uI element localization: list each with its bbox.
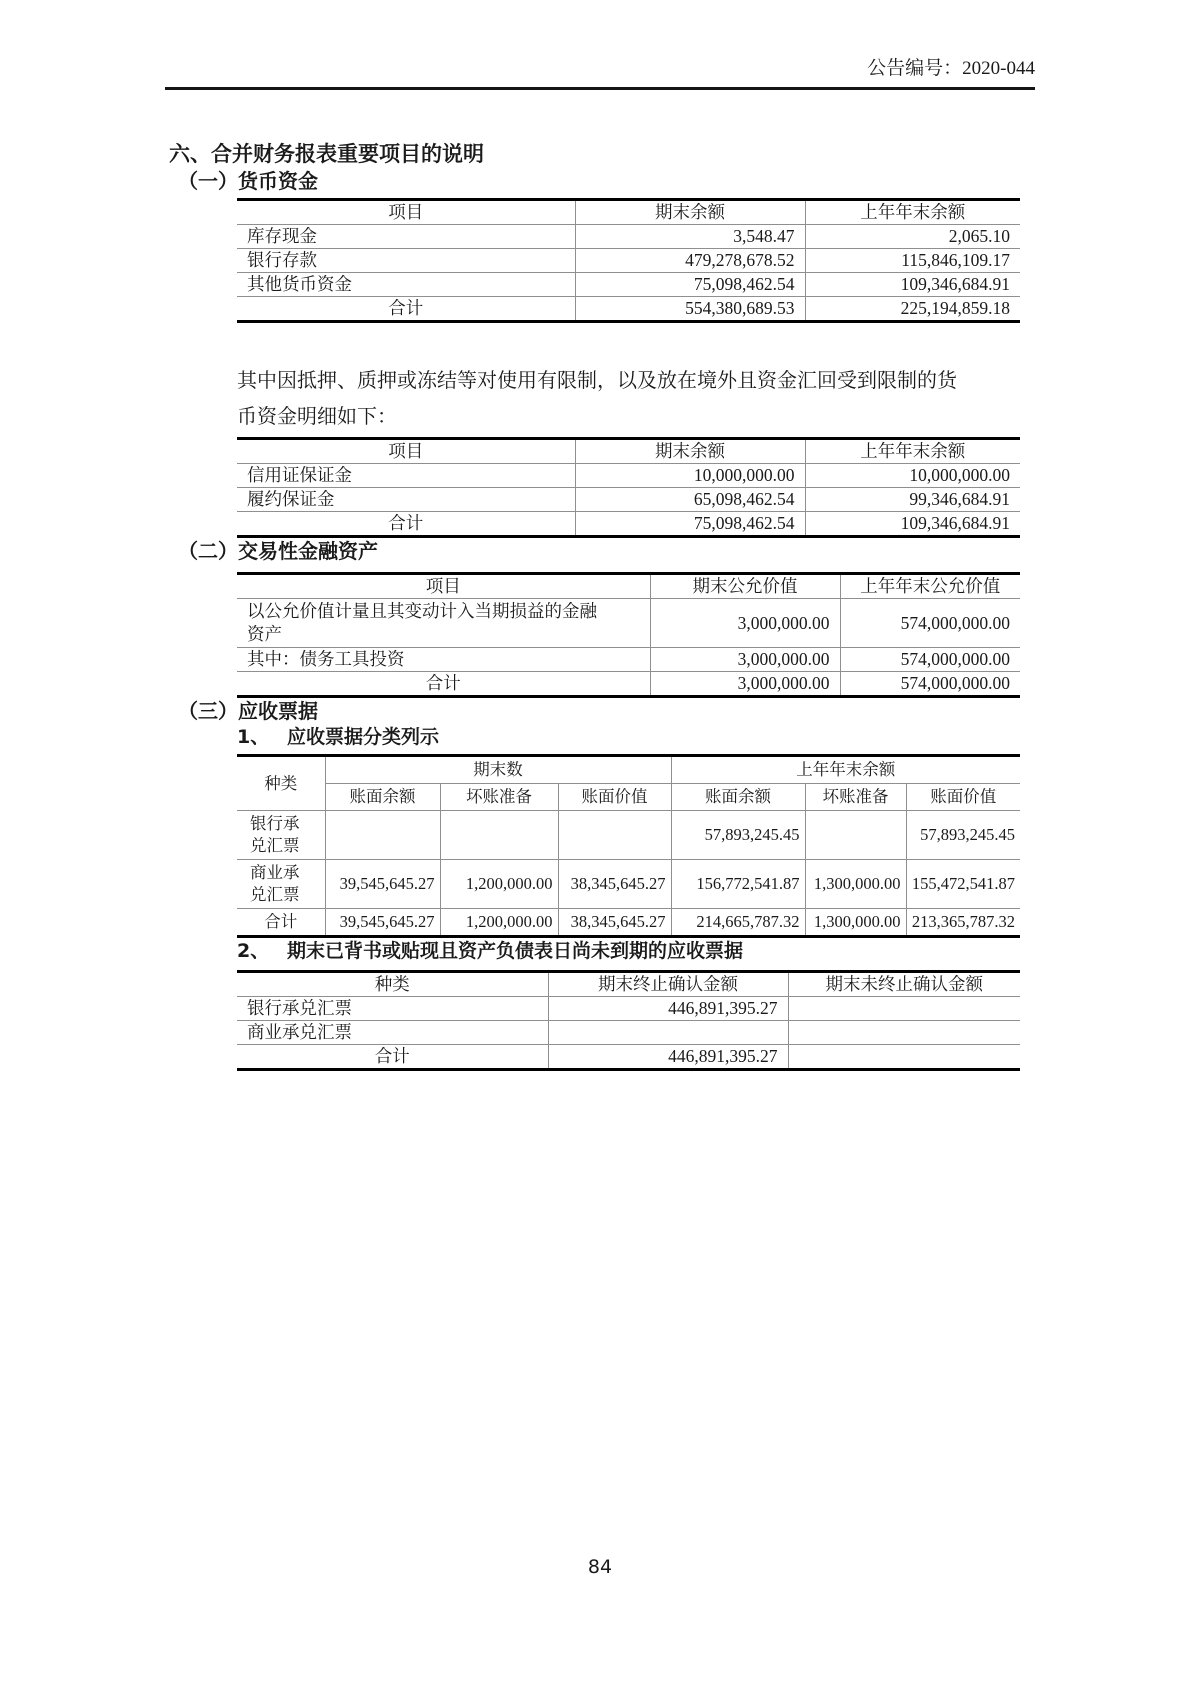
table-cell — [805, 811, 906, 860]
table-cell: 109,346,684.91 — [805, 512, 1020, 537]
table-header-cell: 期末公允价值 — [650, 574, 840, 599]
table-row — [237, 997, 1020, 1021]
table-cell: 10,000,000.00 — [805, 464, 1020, 488]
table-cell: 其他货币资金 — [237, 273, 575, 297]
table-cell: 213,365,787.32 — [906, 909, 1020, 937]
table-cell: 3,000,000.00 — [650, 599, 840, 648]
table-cell: 2,065.10 — [805, 225, 1020, 249]
table-cell: 履约保证金 — [237, 488, 575, 512]
table-header-cell: 期末终止确认金额 — [548, 972, 788, 997]
announcement-number: 公告编号：2020-044 — [867, 58, 1035, 79]
section-title: 六、合并财务报表重要项目的说明 — [169, 142, 484, 166]
table-header-row — [237, 972, 1020, 997]
table-cell — [440, 811, 558, 860]
table-cell: 38,345,645.27 — [558, 909, 671, 937]
table-cell — [548, 1021, 788, 1045]
table-total-row — [237, 512, 1020, 537]
table-cell: 以公允价值计量且其变动计入当期损益的金融资产 — [237, 599, 650, 648]
heading-number: 2、 — [237, 940, 270, 962]
table-cell: 合计 — [237, 512, 575, 537]
table-header-cell: 种类 — [237, 972, 548, 997]
table-row — [237, 464, 1020, 488]
table-header-cell: 账面价值 — [558, 784, 671, 811]
table-cell: 38,345,645.27 — [558, 860, 671, 909]
table-cell — [788, 1045, 1020, 1070]
table-cell: 225,194,859.18 — [805, 297, 1020, 322]
restricted-funds-table — [237, 437, 1020, 538]
heading-text: 应收票据分类列示 — [287, 726, 440, 748]
table-header-cell: 上年年末余额 — [805, 439, 1020, 464]
table-body — [237, 811, 1020, 937]
table-header-cell: 上年年末公允价值 — [840, 574, 1020, 599]
table-cell: 1,200,000.00 — [440, 860, 558, 909]
table-header-cell: 期末未终止确认金额 — [788, 972, 1020, 997]
table-cell: 1,200,000.00 — [440, 909, 558, 937]
table-body — [237, 997, 1020, 1070]
table-header-cell: 项目 — [237, 439, 575, 464]
table-cell: 1,300,000.00 — [805, 909, 906, 937]
table-cell: 合计 — [237, 909, 325, 937]
table-cell — [325, 811, 440, 860]
notes-classification-table — [237, 754, 1020, 938]
monetary-funds-table — [237, 198, 1020, 323]
table-header-cell: 账面余额 — [671, 784, 805, 811]
table-body — [237, 464, 1020, 537]
table-cell: 57,893,245.45 — [671, 811, 805, 860]
table-cell: 155,472,541.87 — [906, 860, 1020, 909]
table-header-cell: 种类 — [237, 756, 325, 811]
trading-assets-table — [237, 572, 1020, 698]
endorsed-notes-table — [237, 970, 1020, 1071]
table-row — [237, 648, 1020, 672]
heading-notes-receivable: （三）应收票据 — [178, 699, 318, 723]
table-cell: 3,000,000.00 — [650, 648, 840, 672]
table-head — [237, 439, 1020, 464]
table-cell: 574,000,000.00 — [840, 599, 1020, 648]
table-header-cell: 账面价值 — [906, 784, 1020, 811]
table-cell: 57,893,245.45 — [906, 811, 1020, 860]
table-body — [237, 599, 1020, 697]
heading-endorsed-notes — [237, 938, 1035, 964]
table-cell: 3,548.47 — [575, 225, 805, 249]
table-total-row — [237, 909, 1020, 937]
table-cell: 446,891,395.27 — [548, 1045, 788, 1070]
table-cell: 574,000,000.00 — [840, 672, 1020, 697]
table-cell: 商业承兑汇票 — [237, 1021, 548, 1045]
heading-text: 期末已背书或贴现且资产负债表日尚未到期的应收票据 — [287, 940, 744, 962]
table-cell: 574,000,000.00 — [840, 648, 1020, 672]
table-cell: 10,000,000.00 — [575, 464, 805, 488]
table-header-cell: 期末余额 — [575, 439, 805, 464]
table-total-row — [237, 297, 1020, 322]
table-cell: 99,346,684.91 — [805, 488, 1020, 512]
table-cell: 115,846,109.17 — [805, 249, 1020, 273]
header-rule — [165, 87, 1035, 90]
table-row — [237, 860, 1020, 909]
table-head — [237, 972, 1020, 997]
table-row — [237, 488, 1020, 512]
table-cell: 39,545,645.27 — [325, 860, 440, 909]
table-head — [237, 574, 1020, 599]
table-cell: 银行承兑汇票 — [237, 997, 548, 1021]
heading-monetary-funds: （一）货币资金 — [178, 169, 318, 193]
table-cell: 合计 — [237, 672, 650, 697]
table-header-row — [237, 200, 1020, 225]
table-cell: 银行承兑汇票 — [237, 811, 325, 860]
table-header-cell: 账面余额 — [325, 784, 440, 811]
table-header-cell: 坏账准备 — [440, 784, 558, 811]
table-row — [237, 249, 1020, 273]
page-number: 84 — [587, 1556, 613, 1578]
table-head — [237, 756, 1020, 811]
table-cell: 合计 — [237, 1045, 548, 1070]
table-cell: 446,891,395.27 — [548, 997, 788, 1021]
note-line: 其中因抵押、质押或冻结等对使用有限制，以及放在境外且资金汇回受到限制的货 — [237, 370, 957, 392]
table-header-cell: 上年年末余额 — [805, 200, 1020, 225]
table-row — [237, 599, 1020, 648]
table-total-row — [237, 672, 1020, 697]
table-header-cell: 期末余额 — [575, 200, 805, 225]
table-header-group: 期末数 — [325, 756, 671, 784]
heading-number: 1、 — [237, 726, 270, 748]
table-row — [237, 1021, 1020, 1045]
table-cell: 554,380,689.53 — [575, 297, 805, 322]
table-cell: 1,300,000.00 — [805, 860, 906, 909]
table-cell: 信用证保证金 — [237, 464, 575, 488]
table-header-cell: 坏账准备 — [805, 784, 906, 811]
table-cell: 75,098,462.54 — [575, 512, 805, 537]
table-total-row — [237, 1045, 1020, 1070]
table-header-cell: 项目 — [237, 574, 650, 599]
table-cell: 库存现金 — [237, 225, 575, 249]
table-cell: 156,772,541.87 — [671, 860, 805, 909]
table-cell: 其中：债务工具投资 — [237, 648, 650, 672]
table-cell: 479,278,678.52 — [575, 249, 805, 273]
table-subheader-row — [237, 784, 1020, 811]
table-cell: 商业承兑汇票 — [237, 860, 325, 909]
table-body — [237, 225, 1020, 322]
table-cell — [788, 1021, 1020, 1045]
table-row — [237, 811, 1020, 860]
table-cell: 银行存款 — [237, 249, 575, 273]
table-cell — [558, 811, 671, 860]
table-header-group: 上年年末余额 — [671, 756, 1020, 784]
table-head — [237, 200, 1020, 225]
table-header-row — [237, 756, 1020, 784]
table-cell: 合计 — [237, 297, 575, 322]
table-cell: 75,098,462.54 — [575, 273, 805, 297]
heading-trading-assets: （二）交易性金融资产 — [178, 539, 378, 563]
table-row — [237, 273, 1020, 297]
heading-notes-classification — [237, 724, 1035, 750]
table-cell: 39,545,645.27 — [325, 909, 440, 937]
table-row — [237, 225, 1020, 249]
table-cell: 65,098,462.54 — [575, 488, 805, 512]
table-cell: 109,346,684.91 — [805, 273, 1020, 297]
table-cell — [788, 997, 1020, 1021]
table-header-cell: 项目 — [237, 200, 575, 225]
table-header-row — [237, 574, 1020, 599]
restricted-funds-note — [237, 363, 967, 435]
note-line: 币资金明细如下： — [237, 406, 397, 428]
table-cell: 3,000,000.00 — [650, 672, 840, 697]
table-cell: 214,665,787.32 — [671, 909, 805, 937]
table-header-row — [237, 439, 1020, 464]
